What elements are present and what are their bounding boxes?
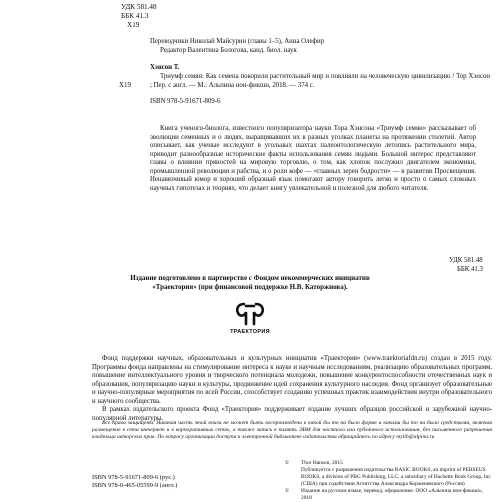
udk-code: УДК 581.48 (121, 3, 157, 11)
isbn-line: ISBN 978-5-91671-809-6 (150, 98, 221, 105)
logo-wordmark: ТРАЕКТОРИЯ (230, 329, 270, 335)
udk-bottom-block (449, 257, 483, 274)
isbn-english: ISBN 978-0-465-05599-9 (англ.) (92, 482, 178, 489)
bbk-code-bottom: ББК 41.3 (457, 265, 483, 273)
rights-paragraph: Все права защищены. Никакая часть этой книги не может быть воспроизведена в какой бы то ни было форме и какими бы то ни было средствами, включая размещение в сети интернет и в корпоративных сетях, а также запись в память ЭВМ для частного или публичного использования, без письменного разрешения владельца авторских прав. По вопросу организации доступа к электронной библиотеке издательства обращайтесь по адресу mylib@alpina.ru (92, 420, 492, 441)
author-mark-left: Х19 (119, 81, 132, 89)
copyright-text: Издание на русском языке, перевод, оформление. ООО «Альпина нон-фикшн», 2018 (301, 488, 483, 501)
copyright-text: Публикуется с разрешения издательства BASIC BOOKS, an imprint of PERSEUS BOOKS, a division of PBG Publishing, LLC, a subsidiary of Hachette Book Group, Inc (США) при содействии Агентства Александра Корженевского (Россия) (301, 467, 491, 487)
translators-line: Переводчики Николай Майсурин (главы 1–5), Анна Олефир (150, 38, 324, 45)
credits-block (150, 37, 470, 55)
copyright-row (285, 467, 495, 488)
editor-line: Редактор Валентина Бологова, канд. биол. наук (160, 47, 297, 54)
copyright-block (285, 460, 495, 502)
udk-top-block (121, 3, 157, 30)
copyright-row (285, 460, 495, 467)
traektoria-logo (218, 300, 282, 340)
bibliographic-entry (150, 63, 490, 106)
copyright-symbol: © (285, 460, 290, 466)
copyright-text: Thor Hanson, 2015 (301, 460, 343, 466)
annotation-text: Книга ученого-биолога, известного популяризатора науки Тора Хэнсона «Триумф семян» рассказывает об эволюции семенных и о людях, выращивавших их в разных уголках планеты на протяжении столетий. Автор описывает, как ученые исследуют в угольных шахтах палеонтологическую летопись растительного мира, приводит разнообразные исторические факты использования семян людьми. Большой интерес представляют главы о влиянии пряностей на мировую торговлю, о том, как хлопок послужил двигателем экономики, промышленной революции и рабства, и о роли кофе — «главных зерен бодрости» — в развитии Просвещения. Ненавязчивый юмор и хороший образный язык помогают автору говорить легко и просто о самых сложных научных гипотезах и теориях, что делает книгу увлекательной и полезной для любого читателя. (150, 125, 476, 192)
bibliographic-description: Триумф семян: Как семена покорили растительный мир и повлияли на человеческую цивилизацию / Тор Хэнсон ; Пер. с англ. — М.: Альпина нон-фикшн, 2018. — 374 с. (150, 73, 490, 89)
isbn-block (92, 474, 177, 490)
traektoria-logo-icon (218, 300, 282, 328)
isbn-russian: ISBN 978-5-91671-809-6 (рус.) (92, 474, 175, 481)
author-name: Хэнсон Т. (150, 64, 180, 71)
author-mark: Х19 (127, 21, 140, 29)
fund-paragraph-1: Фонд поддержки научных, образовательных и культурных инициатив «Траектория» (www.traektoriafdn.ru) создан в 2015 году. Программы фонда направлены на стимулирование интереса к науке и научным исследованиям, реализацию образовательных программ, повышение интеллектуального уровня и творческого потенциала молодежи, повышение конкурентоспособности отечественных наук и образования, популяризацию науки и культуры, продвижение идей сохранения культурного наследия. Фонд организует образовательные и научно-популярные мероприятия по всей России, способствует созданию успешных практик взаимодействия внутри образовательного и научного сообщества. (92, 355, 492, 405)
rights-notice (92, 420, 492, 442)
fund-description (92, 355, 492, 423)
fund-paragraph-2: В рамках издательского проекта Фонд «Траектория» поддерживает издание лучших образцов российской и зарубежной научно-популярной литературы. (92, 406, 492, 422)
partnership-notice: Издание подготовлено в партнерстве с Фондом некоммерческих инициатив «Траектория» (при финансовой поддержке Н.В. Каторжнова). (130, 274, 370, 291)
bbk-code: ББК 41.3 (121, 12, 149, 20)
udk-code-bottom: УДК 581.48 (449, 257, 483, 264)
copyright-symbol: © (285, 488, 290, 494)
